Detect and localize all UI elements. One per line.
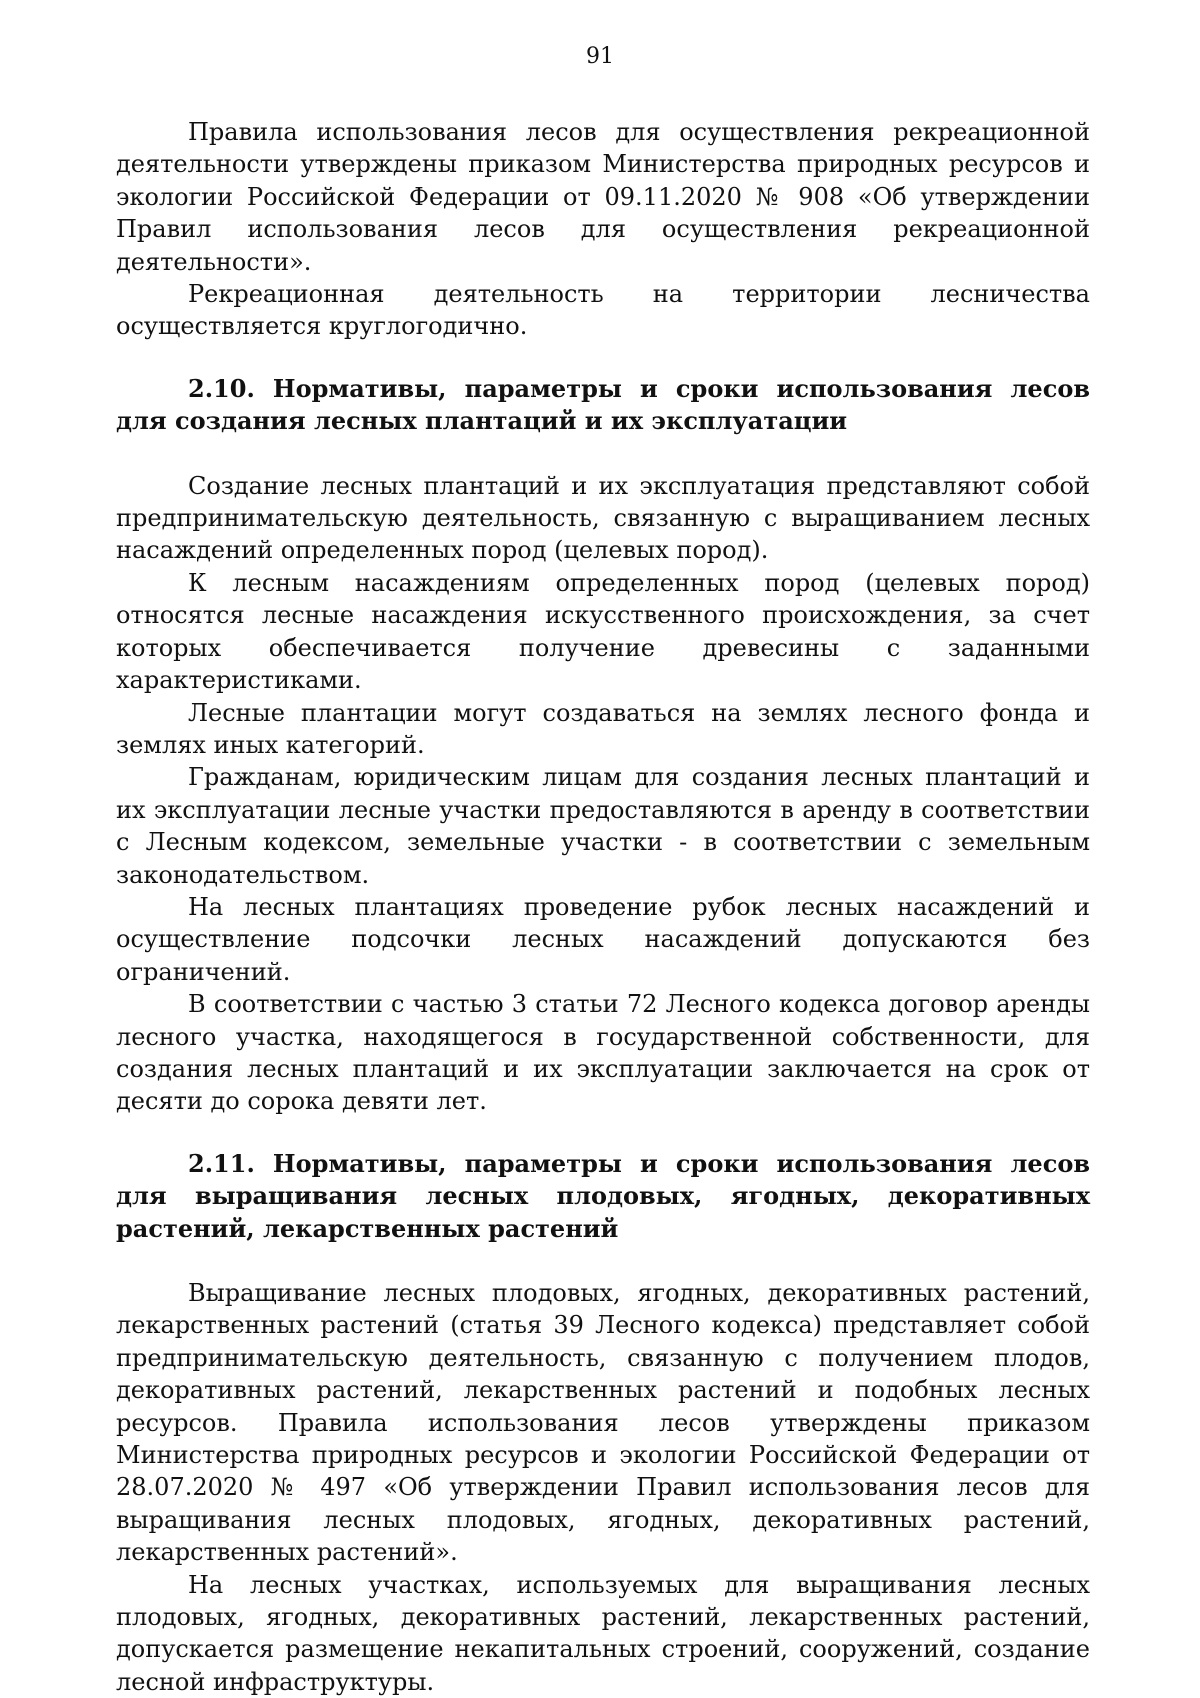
paragraph-recreation-year-round: Рекреационная деятельность на территории лесничества осуществляется круглогодично. xyxy=(116,280,1090,341)
paragraph-felling-allowed: На лесных плантациях проведение рубок лесных насаждений и осуществление подсочки лесных насаждений допускаются без ограничений. xyxy=(116,892,1090,986)
paragraph-target-species: К лесным насаждениям определенных пород (целевых пород) относятся лесные насаждения искусственного происхождения, за счет которых обеспечивается получение древесины с заданными характеристиками. xyxy=(116,568,1090,695)
paragraph-recreation-rules: Правила использования лесов для осуществления рекреационной деятельности утверждены приказом Министерства природных ресурсов и экологии Российской Федерации от 09.11.2020 № 908 «Об утверждении Правил использования лесов для осуществления рекреационной деятельности». xyxy=(116,118,1090,276)
page-content xyxy=(116,116,1090,1698)
paragraph-lease-term: В соответствии с частью 3 статьи 72 Лесного кодекса договор аренды лесного участка, находящегося в государственной собственности, для создания лесных плантаций и их эксплуатации заключается на срок от десяти до сорока девяти лет. xyxy=(116,990,1090,1116)
paragraph-lease-provision: Гражданам, юридическим лицам для создания лесных плантаций и их эксплуатации лесные участки предоставляются в аренду в соответствии с Лесным кодексом, земельные участки - в соответствии с земельным законодательством. xyxy=(116,763,1090,889)
paragraph-cultivation-definition: Выращивание лесных плодовых, ягодных, декоративных растений, лекарственных растений (статья 39 Лесного кодекса) представляет собой предпринимательскую деятельность, связанную с получением плодов, декоративных растений, лекарственных растений и подобных лесных ресурсов. Правила использования лесов утверждены приказом Министерства природных ресурсов и экологии Российской Федерации от 28.07.2020 № 497 «Об утверждении Правил использования лесов для выращивания лесных плодовых, ягодных, декоративных растений, лекарственных растений». xyxy=(116,1279,1090,1567)
section-body-2-11 xyxy=(116,1277,1090,1698)
paragraph-plantations-definition: Создание лесных плантаций и их эксплуатация представляют собой предпринимательскую деятельность, связанную с выращиванием лесных насаждений определенных пород (целевых пород). xyxy=(116,471,1090,565)
page-number: 91 xyxy=(586,44,614,69)
paragraph-infrastructure-allowed: На лесных участках, используемых для выращивания лесных плодовых, ягодных, декоративных растений, лекарственных растений, допускается размещение некапитальных строений, сооружений, создание лесной инфраструктуры. xyxy=(116,1570,1090,1696)
section-heading-2-11: 2.11. Нормативы, параметры и сроки использования лесов для выращивания лесных плодовых, ягодных, декоративных растений, лекарственных растений xyxy=(116,1148,1090,1243)
section-body-2-10 xyxy=(116,470,1090,1118)
section-heading-2-10: 2.10. Нормативы, параметры и сроки использования лесов для создания лесных плантаций и их эксплуатации xyxy=(116,373,1090,436)
paragraph-plantation-lands: Лесные плантации могут создаваться на землях лесного фонда и землях иных категорий. xyxy=(116,698,1090,759)
